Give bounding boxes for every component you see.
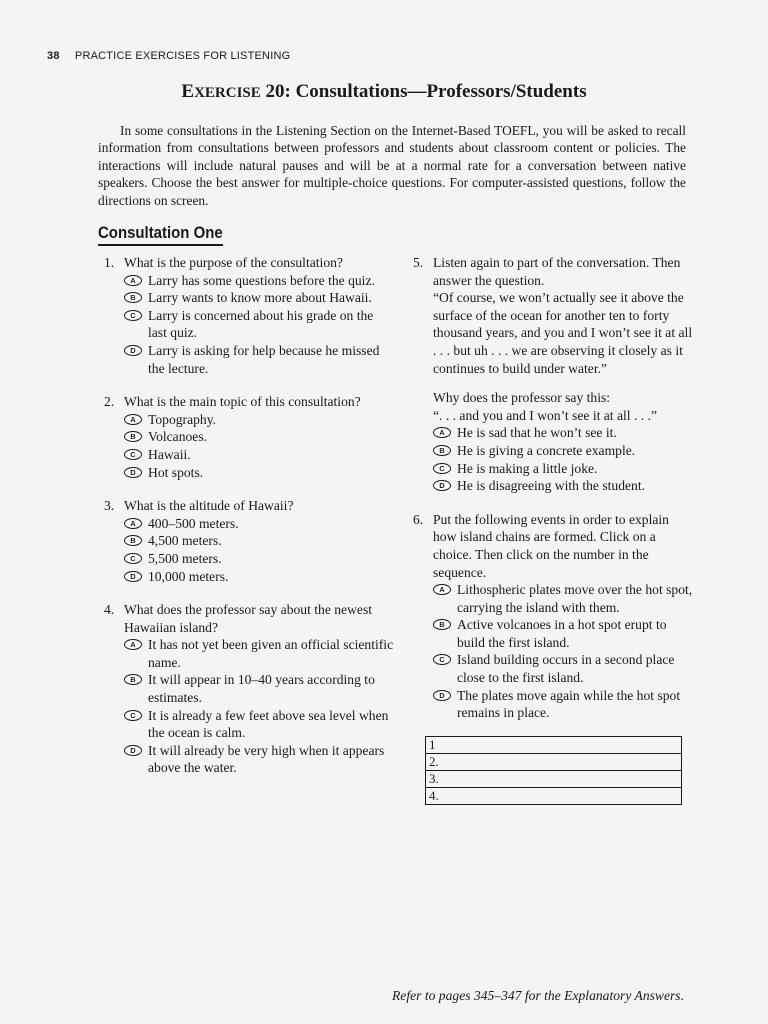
option-a-bubble[interactable]: A bbox=[124, 414, 142, 425]
option-a-bubble[interactable]: A bbox=[124, 639, 142, 650]
option-c-bubble[interactable]: C bbox=[433, 654, 451, 665]
option-a-bubble[interactable]: A bbox=[124, 275, 142, 286]
option-a-bubble[interactable]: A bbox=[433, 584, 451, 595]
answer-option[interactable]: A 400–500 meters. bbox=[124, 515, 394, 533]
option-d-bubble[interactable]: D bbox=[433, 480, 451, 491]
answer-option[interactable]: C Island building occurs in a second place close to the first island. bbox=[433, 651, 695, 686]
answer-option[interactable]: C 5,500 meters. bbox=[124, 550, 394, 568]
answer-option[interactable]: A Larry has some questions before the quiz. bbox=[124, 272, 394, 290]
answer-option[interactable]: D It will already be very high when it appears above the water. bbox=[124, 742, 394, 777]
answer-option[interactable]: A He is sad that he won’t see it. bbox=[433, 424, 695, 442]
option-d-bubble[interactable]: D bbox=[124, 467, 142, 478]
question-number: 5. bbox=[413, 255, 424, 270]
running-header bbox=[47, 48, 290, 66]
question-stem: What is the main topic of this consultation? bbox=[124, 394, 361, 410]
sequence-slot[interactable]: 4. bbox=[426, 787, 682, 804]
question-2 bbox=[104, 393, 394, 481]
sequence-slot[interactable]: 2. bbox=[426, 753, 682, 770]
running-title: PRACTICE EXERCISES FOR LISTENING bbox=[74, 50, 291, 62]
question-stem: Put the following events in order to explain how island chains are formed. Click on a choice. Then click on the number in the sequence. bbox=[433, 511, 669, 580]
sub-quote: “. . . and you and I won’t see it at all . . .” bbox=[433, 407, 657, 423]
option-b-bubble[interactable]: B bbox=[124, 431, 142, 442]
option-b-bubble[interactable]: B bbox=[124, 674, 142, 685]
answer-option[interactable]: A Topography. bbox=[124, 411, 394, 429]
option-a-bubble[interactable]: A bbox=[433, 427, 451, 438]
answer-option[interactable]: C It is already a few feet above sea level when the ocean is calm. bbox=[124, 707, 394, 742]
answer-option[interactable]: B Larry wants to know more about Hawaii. bbox=[124, 289, 394, 307]
option-d-bubble[interactable]: D bbox=[124, 745, 142, 756]
option-c-bubble[interactable]: C bbox=[433, 463, 451, 474]
question-4 bbox=[104, 601, 394, 777]
question-number: 6. bbox=[413, 511, 424, 527]
option-c-bubble[interactable]: C bbox=[124, 310, 142, 321]
answer-option[interactable]: B Volcanoes. bbox=[124, 428, 394, 446]
option-b-bubble[interactable]: B bbox=[124, 292, 142, 303]
option-c-bubble[interactable]: C bbox=[124, 710, 142, 721]
answer-option[interactable]: A It has not yet been given an official scientific name. bbox=[124, 636, 394, 671]
question-3 bbox=[104, 497, 394, 585]
option-b-bubble[interactable]: B bbox=[124, 535, 142, 546]
answer-option[interactable]: C Hawaii. bbox=[124, 446, 394, 464]
page-number: 38 bbox=[47, 50, 60, 62]
question-number: 2. bbox=[104, 394, 115, 410]
answer-option[interactable]: D Larry is asking for help because he missed the lecture. bbox=[124, 342, 394, 377]
sub-question: Why does the professor say this: bbox=[433, 390, 611, 406]
section-title: Consultation One bbox=[98, 223, 223, 246]
option-c-bubble[interactable]: C bbox=[124, 449, 142, 460]
footer-note: Refer to pages 345–347 for the Explanatory Answers. bbox=[392, 988, 684, 1003]
answer-option[interactable]: D He is disagreeing with the student. bbox=[433, 477, 695, 495]
answer-option[interactable]: A Lithospheric plates move over the hot spot, carrying the island with them. bbox=[433, 581, 695, 616]
question-number: 1. bbox=[104, 255, 115, 270]
question-number: 4. bbox=[104, 602, 115, 618]
option-d-bubble[interactable]: D bbox=[124, 571, 142, 582]
answer-option[interactable]: B Active volcanoes in a hot spot erupt to build the first island. bbox=[433, 616, 695, 651]
option-c-bubble[interactable]: C bbox=[124, 553, 142, 564]
conversation-excerpt: “Of course, we won’t actually see it above the surface of the ocean for another ten to forty thousand years, and you and I won’t see it at all . . . but uh . . . we are observing it closely as it continues to build under water.” bbox=[433, 290, 693, 376]
question-stem: Listen again to part of the conversation. Then answer the question. bbox=[433, 255, 681, 288]
option-b-bubble[interactable]: B bbox=[433, 619, 451, 630]
question-stem: What is the altitude of Hawaii? bbox=[124, 498, 294, 514]
answer-option[interactable]: C Larry is concerned about his grade on the last quiz. bbox=[124, 307, 394, 342]
question-1 bbox=[104, 254, 394, 377]
option-a-bubble[interactable]: A bbox=[124, 518, 142, 529]
answer-option[interactable]: B He is giving a concrete example. bbox=[433, 442, 695, 460]
intro-paragraph: In some consultations in the Listening Section on the Internet-Based TOEFL, you will be asked to recall information from consultations between professors and students about classroom content or policies. The interactions will include natural pauses and will be at a normal rate for a conversation between native speakers. Choose the best answer for multiple-choice questions. For computer-assisted questions, follow the directions on screen. bbox=[98, 123, 686, 208]
question-number: 3. bbox=[104, 498, 115, 514]
option-b-bubble[interactable]: B bbox=[433, 445, 451, 456]
answer-option[interactable]: B 4,500 meters. bbox=[124, 532, 394, 550]
question-stem: What does the professor say about the newest Hawaiian island? bbox=[124, 602, 373, 635]
sequence-slot[interactable]: 1 bbox=[426, 736, 682, 753]
answer-option[interactable]: D The plates move again while the hot spot remains in place. bbox=[433, 687, 695, 722]
question-6 bbox=[413, 511, 695, 805]
answer-option[interactable]: C He is making a little joke. bbox=[433, 460, 695, 478]
question-stem: What is the purpose of the consultation? bbox=[124, 255, 343, 270]
option-d-bubble[interactable]: D bbox=[433, 690, 451, 701]
answer-option[interactable]: D 10,000 meters. bbox=[124, 568, 394, 586]
right-column bbox=[413, 254, 695, 821]
sequence-table bbox=[425, 736, 682, 805]
sequence-slot[interactable]: 3. bbox=[426, 770, 682, 787]
answer-option[interactable]: B It will appear in 10–40 years according to estimates. bbox=[124, 671, 394, 706]
option-d-bubble[interactable]: D bbox=[124, 345, 142, 356]
question-5 bbox=[413, 254, 695, 495]
answer-option[interactable]: D Hot spots. bbox=[124, 464, 394, 482]
left-column bbox=[104, 254, 394, 793]
exercise-title: EXERCISE 20: Consultations—Professors/Students bbox=[181, 81, 587, 102]
